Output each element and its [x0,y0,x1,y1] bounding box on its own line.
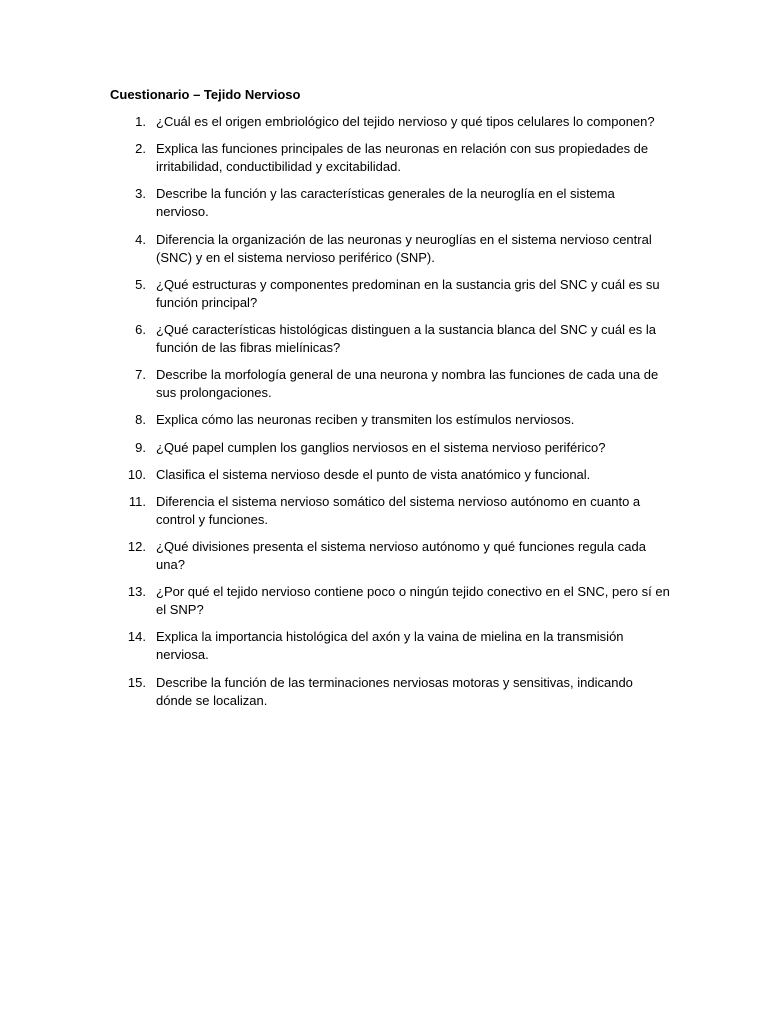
question-text: Explica las funciones principales de las neuronas en relación con sus propiedades de irritabilidad, conductibilidad y excitabilidad. [156,141,649,175]
question-number: 6. [135,321,146,337]
question-number: 7. [135,367,146,383]
question-item [110,466,670,484]
question-text: Explica cómo las neuronas reciben y transmiten los estímulos nerviosos. [156,412,575,428]
question-text: Explica la importancia histológica del axón y la vaina de mielina en la transmisión nerviosa. [156,629,624,663]
question-number: 5. [135,276,146,292]
question-item [110,493,670,529]
question-text: ¿Cuál es el origen embriológico del tejido nervioso y qué tipos celulares lo componen? [156,114,655,129]
question-item [110,628,670,664]
question-item [110,276,670,312]
question-item [110,185,670,221]
question-item [110,140,670,176]
question-item [110,231,670,267]
question-text: Diferencia la organización de las neuronas y neuroglías en el sistema nervioso central (SNC) y en el sistema nervioso periférico (SNP). [156,231,652,265]
question-number: 11. [128,493,146,509]
question-number: 8. [135,412,146,428]
question-number: 2. [135,141,146,157]
question-item [110,674,670,710]
document-title: Cuestionario – Tejido Nervioso [110,87,301,102]
question-item [110,439,670,457]
question-item [110,321,670,357]
question-number: 3. [135,186,146,202]
question-text: ¿Por qué el tejido nervioso contiene poco o ningún tejido conectivo en el SNC, pero sí en el SNP? [156,584,670,618]
question-number: 4. [135,231,146,247]
question-item [110,113,670,131]
question-item [110,411,670,429]
question-text: ¿Qué divisiones presenta el sistema nervioso autónomo y qué funciones regula cada una? [156,539,646,573]
question-item [110,583,670,619]
question-number: 9. [135,439,146,455]
question-number: 10. [127,466,146,482]
question-number: 12. [127,539,146,555]
question-number: 13. [127,584,146,600]
question-list [110,113,670,719]
question-text: ¿Qué papel cumplen los ganglios nerviosos en el sistema nervioso periférico? [156,439,606,455]
question-text: Diferencia el sistema nervioso somático del sistema nervioso autónomo en cuanto a control y funciones. [156,493,641,527]
question-item [110,366,670,402]
question-number: 14. [127,629,146,645]
question-text: ¿Qué características histológicas distinguen a la sustancia blanca del SNC y cuál es la función de las fibras mielínicas? [156,321,657,355]
question-text: ¿Qué estructuras y componentes predominan en la sustancia gris del SNC y cuál es su función principal? [156,276,660,310]
question-text: Describe la función de las terminaciones nerviosas motoras y sensitivas, indicando dónde se localizan. [156,674,633,708]
question-item [110,538,670,574]
question-number: 1. [135,114,146,129]
question-text: Describe la morfología general de una neurona y nombra las funciones de cada una de sus prolongaciones. [156,367,659,401]
question-number: 15. [127,674,146,690]
question-text: Describe la función y las características generales de la neuroglía en el sistema nervioso. [156,186,615,220]
question-text: Clasifica el sistema nervioso desde el punto de vista anatómico y funcional. [156,466,591,482]
